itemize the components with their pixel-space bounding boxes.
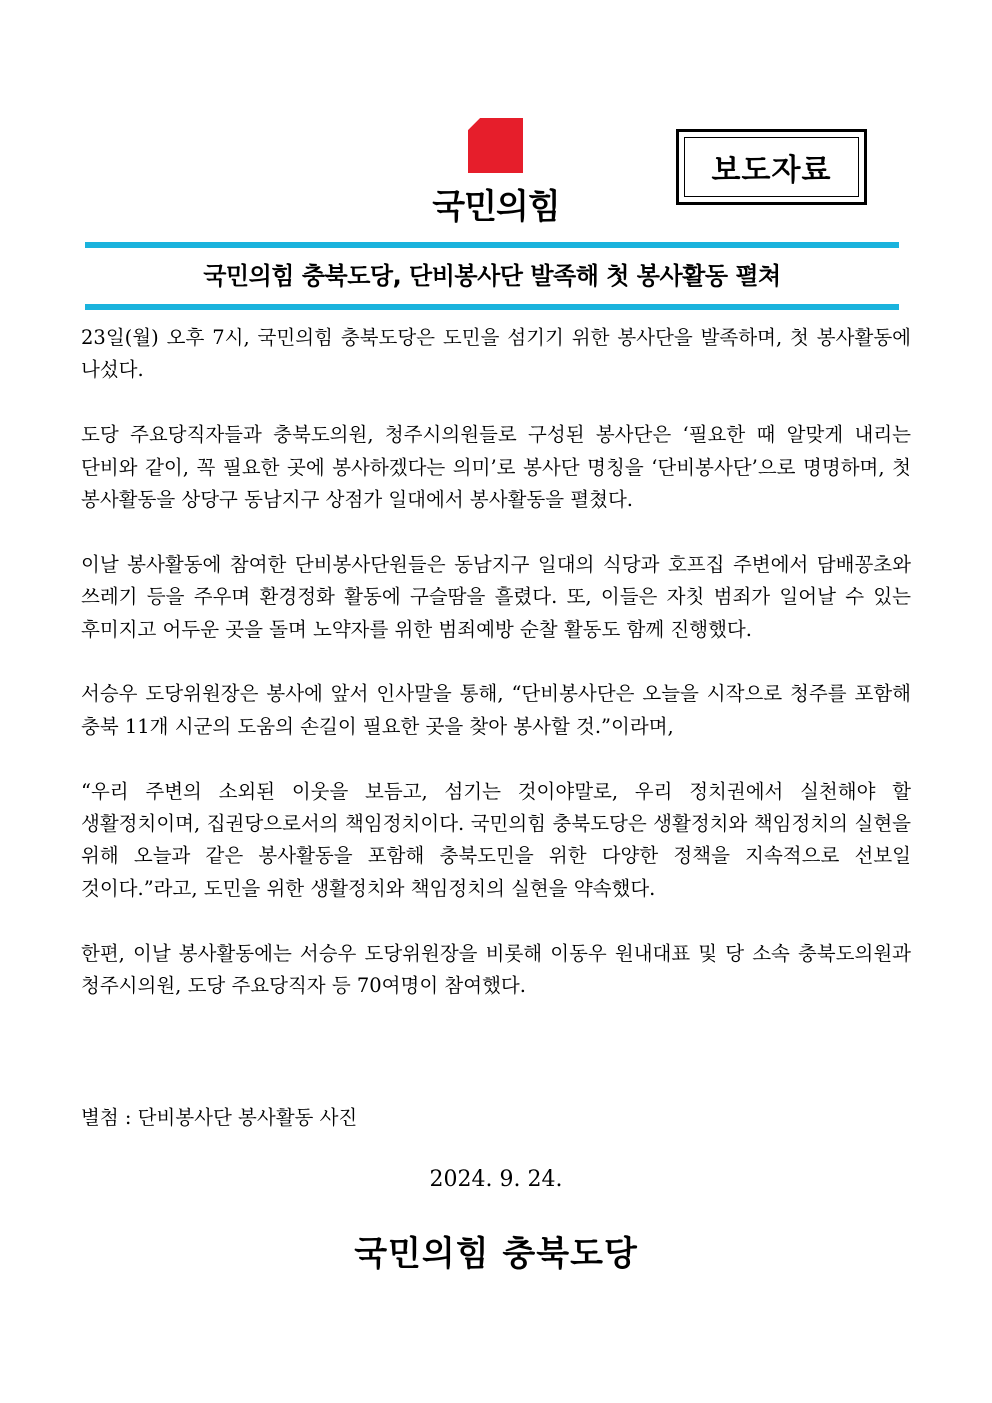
release-date: 2024. 9. 24. [429, 1167, 563, 1192]
paragraph: 이날 봉사활동에 참여한 단비봉사단원들은 동남지구 일대의 식당과 호프집 주변에서 담배꽁초와 쓰레기 등을 주우며 환경정화 활동에 구슬땀을 흘렸다. 또, 이들은 자칫 범죄가 일어날 수 있는 후미지고 어두운 곳을 돌며 노약자를 위한 범죄예방 순찰 활동도 함께 진행했다. [81, 552, 911, 641]
paragraph: 한편, 이날 봉사활동에는 서승우 도당위원장을 비롯해 이동우 원내대표 및 당 소속 충북도의원과 청주시의원, 도당 주요당직자 등 70여명이 참여했다. [81, 941, 911, 998]
headline: 국민의힘 충북도당, 단비봉사단 발족해 첫 봉사활동 펼쳐 [203, 262, 781, 290]
article-body [81, 322, 911, 1035]
press-release-badge [676, 129, 867, 205]
party-logo-icon [468, 118, 523, 173]
paragraph: 23일(월) 오후 7시, 국민의힘 충북도당은 도민을 섬기기 위한 봉사단을 발족하며, 첫 봉사활동에 나섰다. [81, 326, 911, 382]
party-logo-text: 국민의힘 [432, 187, 560, 227]
paragraph: 도당 주요당직자들과 충북도의원, 청주시의원들로 구성된 봉사단은 ‘필요한 때 알맞게 내리는 단비와 같이, 꼭 필요한 곳에 봉사하겠다는 의미’로 봉사단 명칭을 ‘단비봉사단’으로 명명하며, 첫 봉사활동을 상당구 동남지구 상점가 일대에서 봉사활동을 펼쳤다. [81, 423, 911, 512]
signature: 국민의힘 충북도당 [354, 1234, 638, 1274]
press-release-badge-label: 보도자료 [684, 137, 859, 197]
attachment-note: 별첨 : 단비봉사단 봉사활동 사진 [81, 1106, 358, 1129]
headline-top-rule [85, 242, 899, 248]
headline-bottom-rule [85, 304, 899, 310]
paragraph: 서승우 도당위원장은 봉사에 앞서 인사말을 통해, “단비봉사단은 오늘을 시작으로 청주를 포함해 충북 11개 시군의 도움의 손길이 필요한 곳을 찾아 봉사할 것.”이라며, [81, 682, 911, 738]
paragraph: “우리 주변의 소외된 이웃을 보듬고, 섬기는 것이야말로, 우리 정치권에서 실천해야 할 생활정치이며, 집권당으로서의 책임정치이다. 국민의힘 충북도당은 생활정치와 책임정치의 실현을 위해 오늘과 같은 봉사활동을 포함해 충북도민을 위한 다양한 정책을 지속적으로 선보일 것이다.”라고, 도민을 위한 생활정치와 책임정치의 실현을 약속했다. [81, 779, 911, 900]
